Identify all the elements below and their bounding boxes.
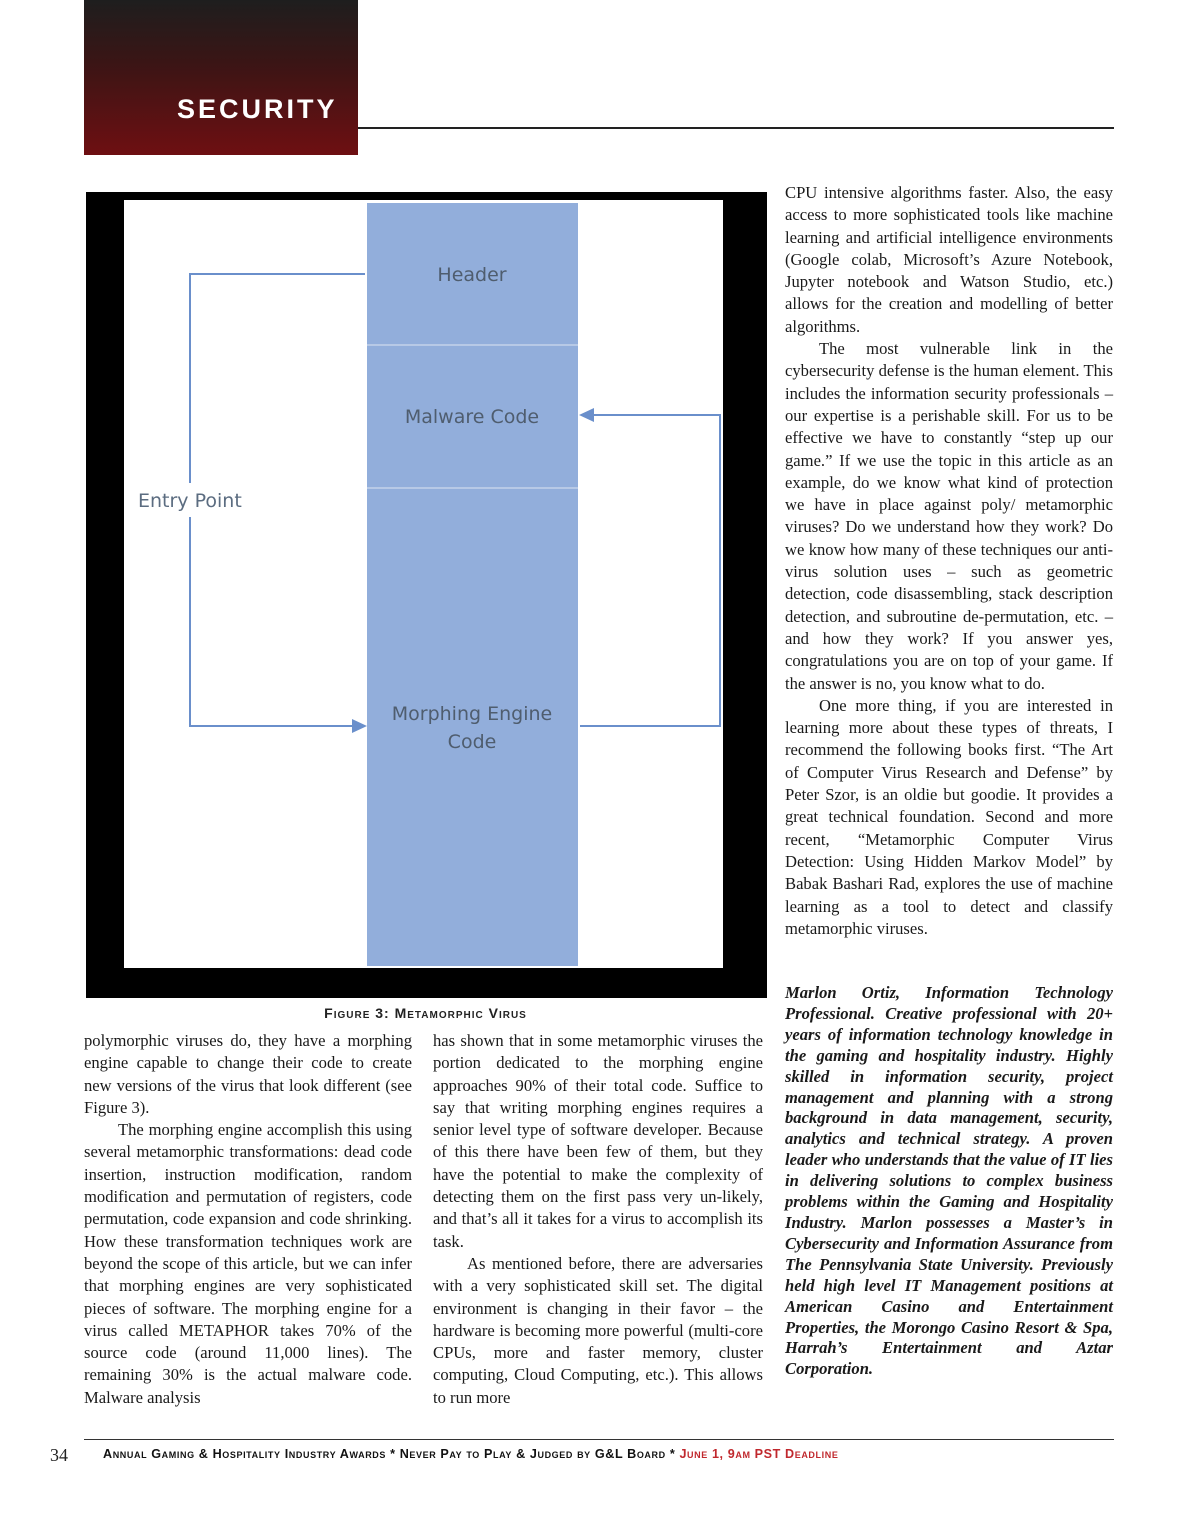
entry-point-label: Entry Point: [138, 490, 242, 512]
page-number: 34: [50, 1445, 68, 1465]
body-column-3: [785, 182, 1113, 940]
memory-stack: [367, 203, 578, 966]
block-label-malware-code: Malware Code: [404, 406, 540, 428]
paragraph: polymorphic viruses do, they have a morphing engine capable to change their code to create new versions of the virus that look different (see Figure 3).: [84, 1031, 412, 1117]
header-rule: [358, 127, 1114, 129]
block-label-line: Morphing Engine: [391, 703, 553, 725]
section-label: SECURITY: [177, 94, 338, 124]
body-column-2: [433, 1030, 763, 1409]
author-bio: Marlon Ortiz, Information Technology Professional. Creative professional with 20+ years of information technology knowledge in the gaming and hospitality industry. Highly skilled in information security, project management and planning with a strong background in data management, security, analytics and technical strategy. A proven leader who understands that the value of IT lies in delivering solutions to complex business problems within the Gaming and Hospitality Industry. Marlon possesses a Master’s in Cybersecurity and Information Assurance from The Pennsylvania State University. Previously held high level IT Management positions at American Casino and Entertainment Properties, the Morongo Casino Resort & Spa, Harrah’s Entertainment and Aztar Corporation.: [785, 983, 1113, 1379]
footer-banner: [103, 1447, 838, 1461]
section-header-block: [84, 0, 358, 155]
paragraph: has shown that in some metamorphic viruses the portion dedicated to the morphing engine approaches 90% of their total code. Suffice to say that writing morphing engines requires a senior level type of software developer. Because of this there have been few of them, but they have the potential to make the complexity of detecting them on the first pass very un-likely, and that’s all it takes for a virus to accomplish its task.: [433, 1031, 763, 1251]
paragraph: The most vulnerable link in the cybersecurity defense is the human element. This includes the information security professionals – our expertise is a perishable skill. For us to be effective we have to constantly “step up our game.” If we use the topic in this article as an example, do we know what kind of protection we have in place against poly/ metamorphic viruses? Do we understand how they work? Do we know how many of these techniques our anti-virus solution uses – such as geometric detection, code disassembling, stack description detection, and subroutine de-permutation, etc. – and how they work? If you answer yes, congratulations you are on top of your game. If the answer is no, you know what to do.: [785, 339, 1113, 693]
arrow-head-icon: [352, 719, 367, 733]
loop-path-line: [580, 415, 720, 726]
paragraph: As mentioned before, there are adversaries with a very sophisticated skill set. The digital environment is changing in their favor – the hardware is becoming more powerful (multi-core CPUs, more and faster memory, cluster computing, Cloud Computing, etc.). This allows to run more: [433, 1253, 763, 1407]
arrow-head-icon: [579, 408, 594, 422]
figure-caption: Figure 3: Metamorphic Virus: [324, 1005, 527, 1021]
block-label-line: Code: [447, 731, 497, 753]
footer-deadline: June 1, 9am PST Deadline: [679, 1447, 839, 1461]
paragraph: The morphing engine accomplish this using several metamorphic transformations: dead code insertion, instruction modification, random modification and permutation of registers, code permutation, code expansion and code shrinking. How these transformation techniques work are beyond the scope of this article, but we can infer that morphing engines are very sophisticated pieces of software. The morphing engine for a virus called METAPHOR takes 70% of the source code (around 11,000 lines). The remaining 30% is the actual malware code. Malware analysis: [84, 1120, 412, 1407]
paragraph: One more thing, if you are interested in learning more about these types of threats, I recommend the following books first. “The Art of Computer Virus Research and Defense” by Peter Szor, is an oldie but goodie. It provides a great technical foundation. Second and more recent, “Metamorphic Computer Virus Detection: Using Hidden Markov Model” by Babak Bashari Rad, explores the use of machine learning as a tool to detect and classify metamorphic viruses.: [785, 695, 1113, 938]
figure-diagram: [124, 200, 723, 968]
paragraph: CPU intensive algorithms faster. Also, the easy access to more sophisticated tools like machine learning and artificial intelligence environments (Google colab, Microsoft’s Azure Notebook, Jupyter notebook and Watson Studio, etc.) allows for the creation and modelling of better algorithms.: [785, 183, 1113, 336]
body-column-1: [84, 1030, 412, 1409]
footer-text: Annual Gaming & Hospitality Industry Awards * Never Pay to Play & Judged by G&L Board *: [103, 1447, 680, 1461]
footer-rule: [84, 1439, 1114, 1440]
block-label-header: Header: [437, 264, 507, 286]
